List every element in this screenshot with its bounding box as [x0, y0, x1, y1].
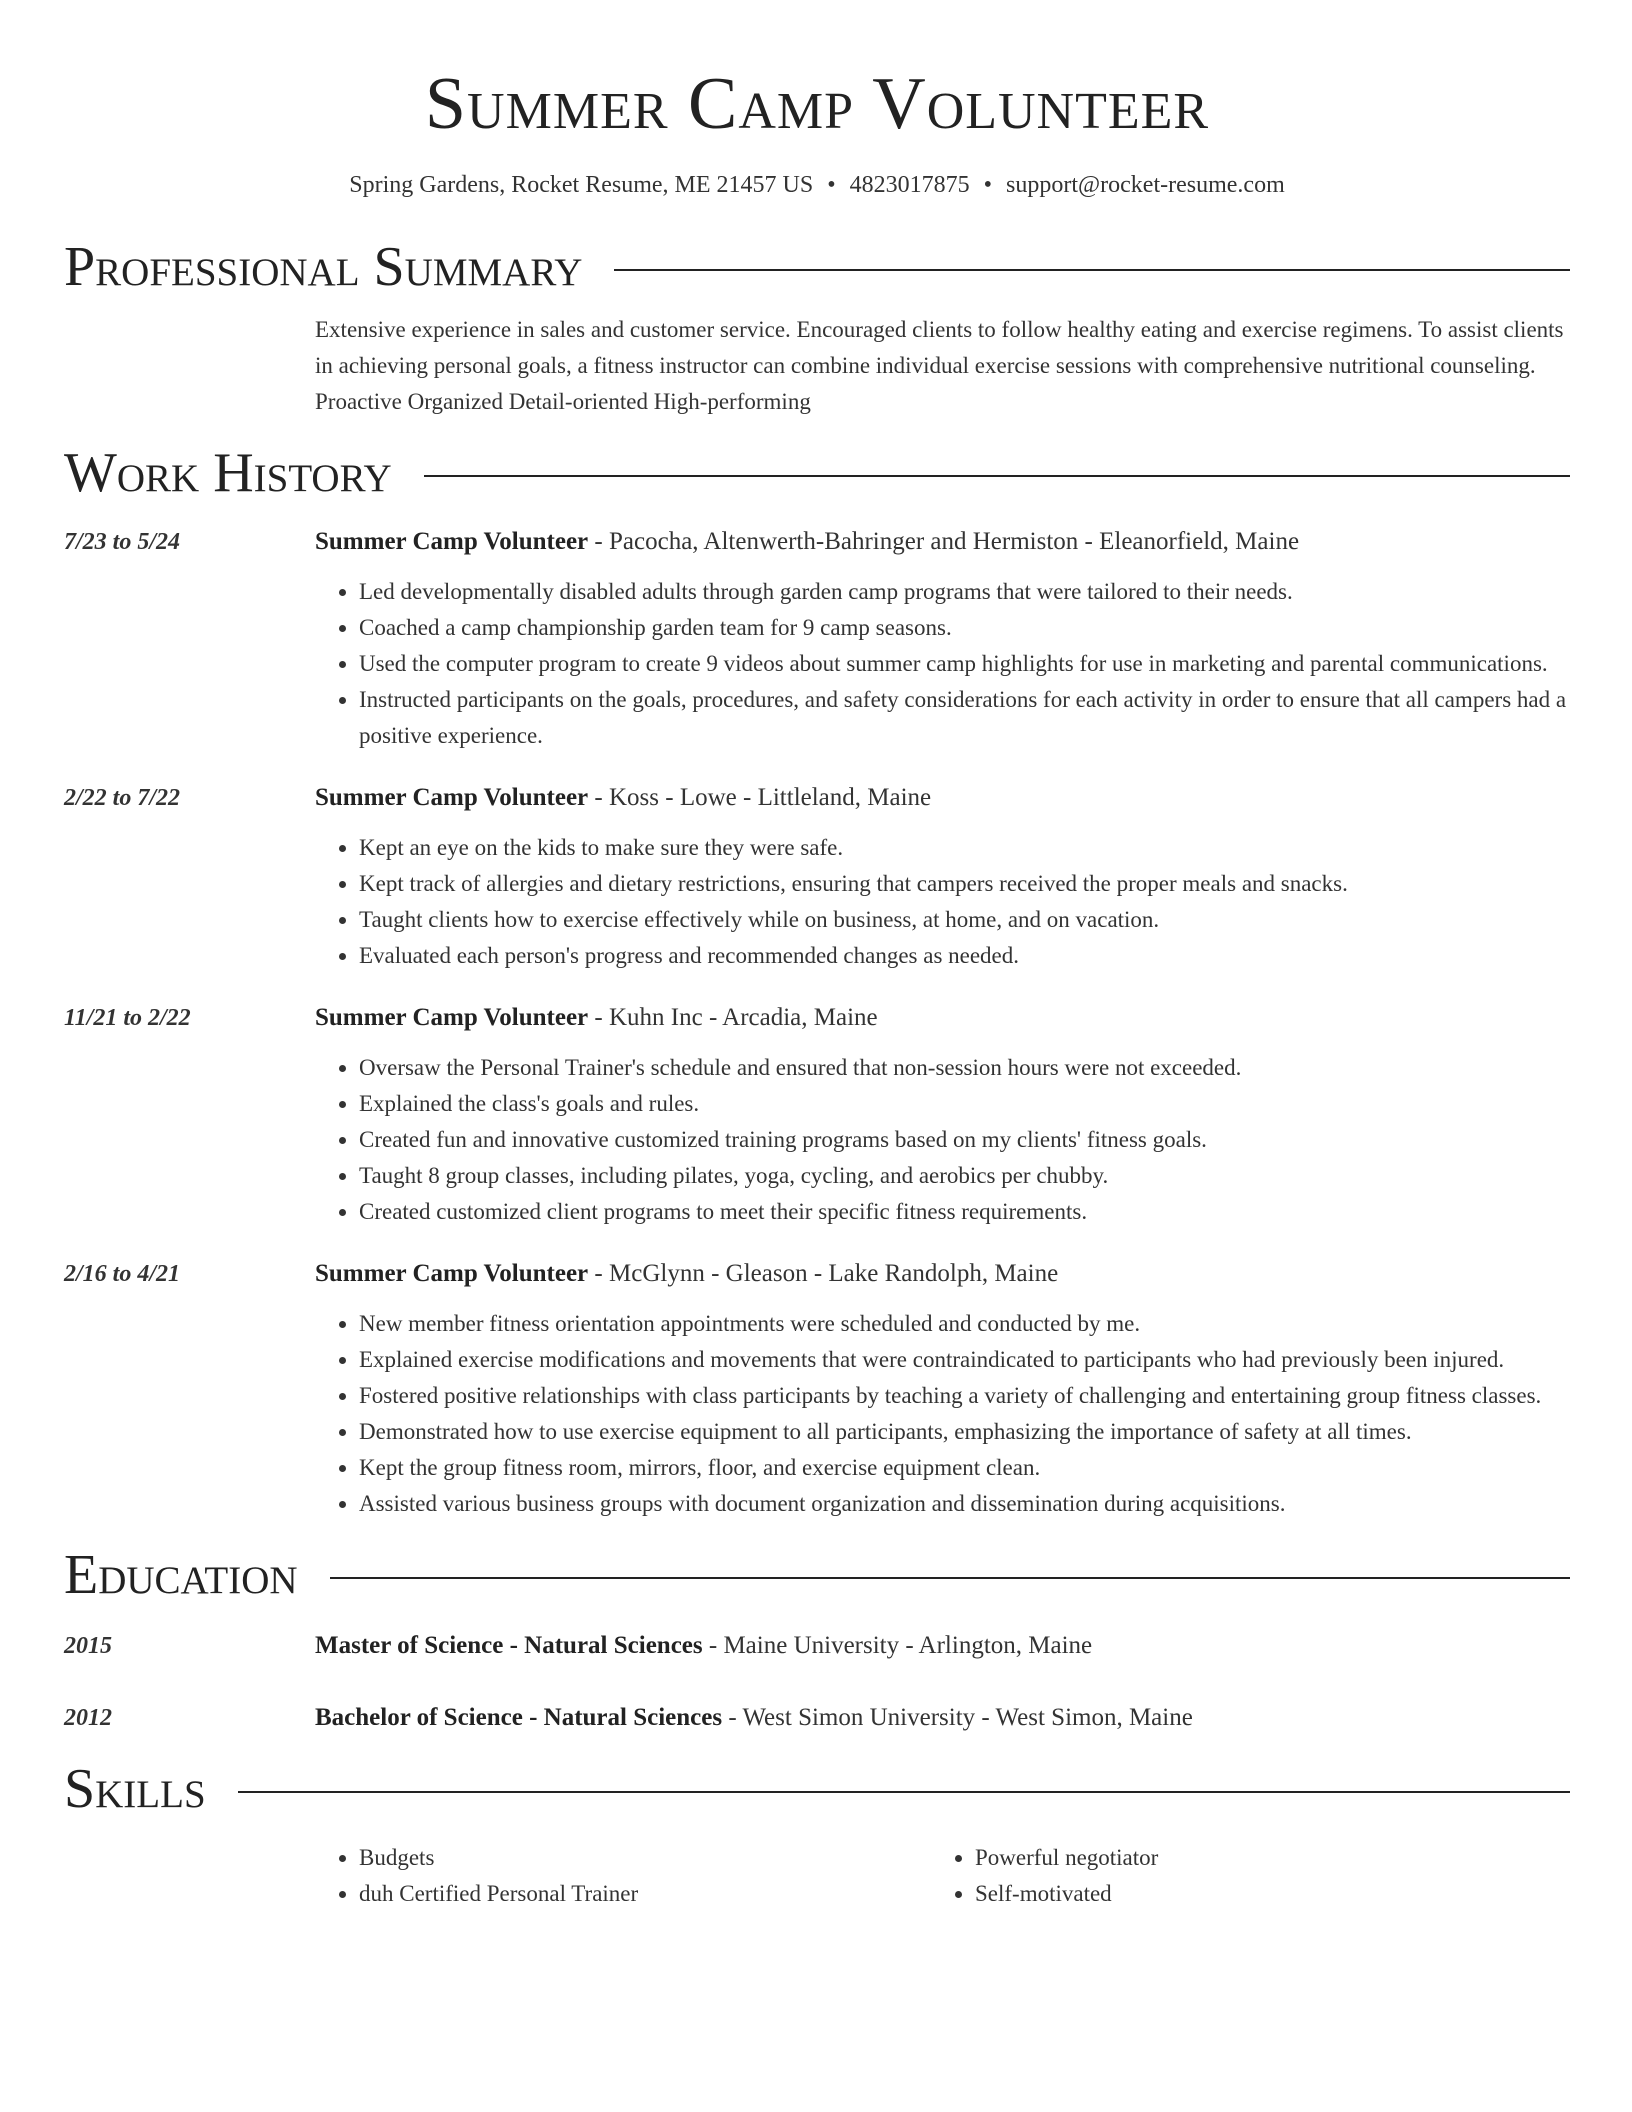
job-bullet: • Demonstrated how to use exercise equipment to all participants, emphasizing the importance of safety at all times.: [359, 1414, 1570, 1450]
contact-line: [64, 170, 1570, 200]
education-content: [315, 1700, 1570, 1736]
job-entry: [64, 1000, 1570, 1230]
job-bullet: • Oversaw the Personal Trainer's schedule and ensured that non-session hours were not exceeded.: [359, 1050, 1570, 1086]
job-bullet: • Taught clients how to exercise effectively while on business, at home, and on vacation.: [359, 902, 1570, 938]
education-title-line: [315, 1628, 1570, 1664]
contact-separator: •: [983, 172, 993, 198]
summary-heading: Professional Summary: [64, 236, 583, 298]
job-dates: 11/21 to 2/22: [64, 1005, 191, 1031]
skill-item: • Self-motivated: [975, 1876, 1547, 1912]
job-bullet: • Taught 8 group classes, including pilates, yoga, cycling, and aerobics per chubby.: [359, 1158, 1570, 1194]
job-bullet: • Explained exercise modifications and movements that were contraindicated to participants who had previously been injured.: [359, 1342, 1570, 1378]
job-title: Summer Camp Volunteer: [315, 1260, 589, 1287]
education-school-location: - West Simon University - West Simon, Maine: [722, 1704, 1193, 1731]
job-entry: [64, 1256, 1570, 1522]
job-employer-location: - Pacocha, Altenwerth-Bahringer and Hermiston - Eleanorfield, Maine: [588, 528, 1300, 555]
section-divider: [238, 1791, 1570, 1793]
job-bullet: • Led developmentally disabled adults through garden camp programs that were tailored to their needs.: [359, 574, 1570, 610]
education-year: 2015: [64, 1633, 112, 1659]
job-dates: 2/22 to 7/22: [64, 785, 181, 811]
work-section-heading: [64, 440, 1570, 506]
job-bullet: • Created fun and innovative customized training programs based on my clients' fitness goals.: [359, 1122, 1570, 1158]
job-bullet: • Fostered positive relationships with class participants by teaching a variety of challenging and entertaining group fitness classes.: [359, 1378, 1570, 1414]
job-bullet: • Explained the class's goals and rules.: [359, 1086, 1570, 1122]
job-employer-location: - Kuhn Inc - Arcadia, Maine: [588, 1004, 878, 1031]
summary-text: Extensive experience in sales and customer service. Encouraged clients to follow healthy eating and exercise regimens. To assist clients in achieving personal goals, a fitness instructor can combine individual exercise sessions with comprehensive nutritional counseling. Proactive Organized Detail-oriented High-performing: [315, 317, 1564, 414]
job-content: [315, 780, 1570, 974]
job-bullet: • Created customized client programs to meet their specific fitness requirements.: [359, 1194, 1570, 1230]
job-employer-location: - McGlynn - Gleason - Lake Randolph, Maine: [588, 1260, 1059, 1287]
job-title: Summer Camp Volunteer: [315, 784, 589, 811]
job-bullets: [315, 1050, 1570, 1230]
section-divider: [330, 1577, 1570, 1579]
job-title-line: [315, 780, 1570, 816]
job-bullet: • Assisted various business groups with document organization and dissemination during acquisitions.: [359, 1486, 1570, 1522]
job-bullet: • Used the computer program to create 9 videos about summer camp highlights for use in marketing and parental communications.: [359, 646, 1570, 682]
job-content: [315, 524, 1570, 754]
job-dates: 7/23 to 5/24: [64, 529, 181, 555]
work-heading: Work History: [64, 442, 392, 504]
education-heading: Education: [64, 1544, 298, 1606]
skills-section-heading: [64, 1756, 1570, 1822]
job-bullet: • Coached a camp championship garden team for 9 camp seasons.: [359, 610, 1570, 646]
summary-section-heading: [64, 234, 1570, 300]
job-employer-location: - Koss - Lowe - Littleland, Maine: [588, 784, 932, 811]
job-title: Summer Camp Volunteer: [315, 528, 589, 555]
contact-separator: •: [827, 172, 836, 198]
skills-column-right: [931, 1840, 1547, 1912]
job-bullet: • Kept an eye on the kids to make sure they were safe.: [359, 830, 1570, 866]
education-degree: Bachelor of Science - Natural Sciences: [315, 1704, 723, 1731]
skill-item: • Budgets: [359, 1840, 931, 1876]
contact-email: support@rocket-resume.com: [1006, 172, 1285, 198]
resume-page: [64, 0, 1570, 1912]
job-bullets: [315, 1306, 1570, 1522]
skill-item: • Powerful negotiator: [975, 1840, 1547, 1876]
education-section-heading: [64, 1542, 1570, 1608]
education-content: [315, 1628, 1570, 1664]
education-entry: [64, 1700, 1570, 1736]
job-dates: 2/16 to 4/21: [64, 1261, 181, 1287]
candidate-name: Summer Camp Volunteer: [424, 63, 1210, 145]
education-school-location: - Maine University - Arlington, Maine: [702, 1632, 1093, 1659]
education-list: [64, 1628, 1570, 1736]
work-history-list: [64, 524, 1570, 1522]
job-title: Summer Camp Volunteer: [315, 1004, 589, 1031]
section-divider: [614, 269, 1570, 271]
education-year: 2012: [64, 1705, 112, 1731]
job-bullets: [315, 830, 1570, 974]
job-bullet: • Kept the group fitness room, mirrors, floor, and exercise equipment clean.: [359, 1450, 1570, 1486]
job-bullet: • Kept track of allergies and dietary restrictions, ensuring that campers received the proper meals and snacks.: [359, 866, 1570, 902]
job-entry: [64, 780, 1570, 974]
job-content: [315, 1256, 1570, 1522]
skills-column-left: [315, 1840, 931, 1912]
job-title-line: [315, 1000, 1570, 1036]
education-entry: [64, 1628, 1570, 1664]
contact-phone: 4823017875: [849, 172, 970, 198]
job-title-line: [315, 524, 1570, 560]
job-content: [315, 1000, 1570, 1230]
education-title-line: [315, 1700, 1570, 1736]
education-degree: Master of Science - Natural Sciences: [315, 1632, 703, 1659]
job-bullet: • New member fitness orientation appointments were scheduled and conducted by me.: [359, 1306, 1570, 1342]
section-divider: [424, 475, 1570, 477]
contact-address: Spring Gardens, Rocket Resume, ME 21457 US: [349, 172, 814, 198]
job-bullets: [315, 574, 1570, 754]
skills-heading: Skills: [64, 1758, 206, 1820]
job-title-line: [315, 1256, 1570, 1292]
skills-list: [315, 1840, 1570, 1912]
job-bullet: • Instructed participants on the goals, procedures, and safety considerations for each activity in order to ensure that all campers had a positive experience.: [359, 682, 1570, 754]
job-bullet: • Evaluated each person's progress and recommended changes as needed.: [359, 938, 1570, 974]
skill-item: • duh Certified Personal Trainer: [359, 1876, 931, 1912]
job-entry: [64, 524, 1570, 754]
